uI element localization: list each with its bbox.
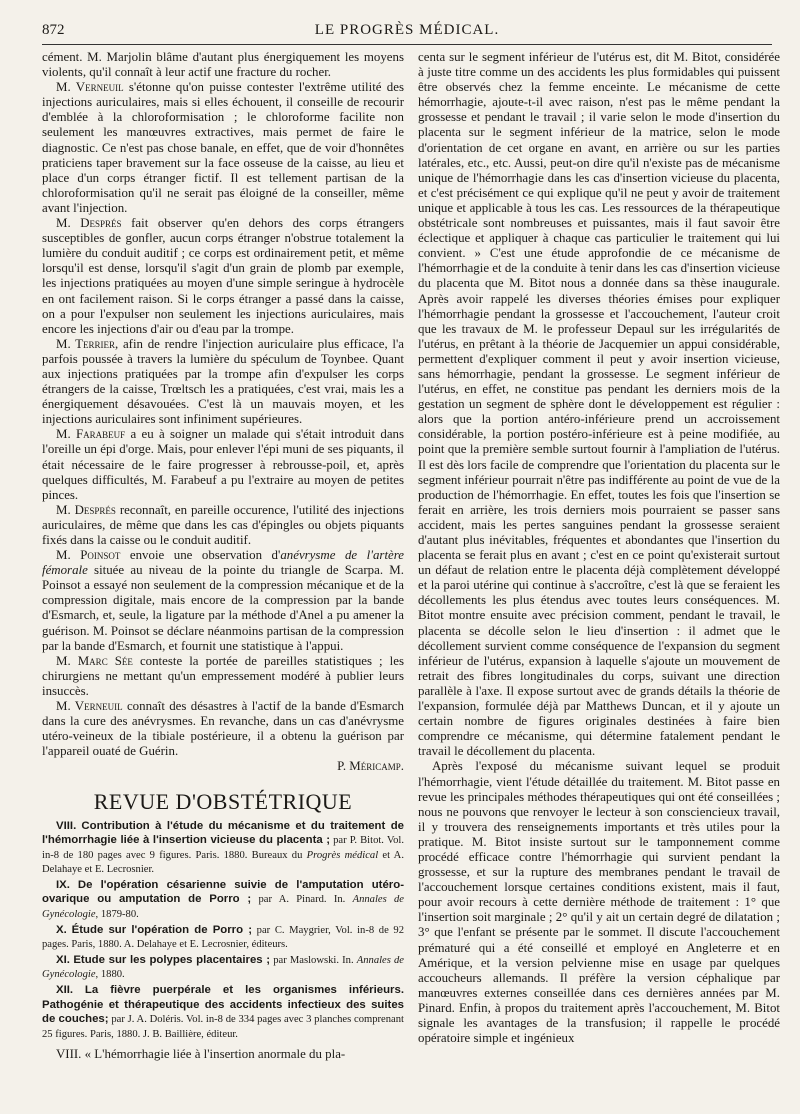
speaker-name: M. Farabeuf (56, 427, 126, 442)
paragraph: M. Poinsot envoie une observation d'anévrysme de l'artère fémorale située au niveau de la pointe du triangle de Scarpa. M. Poinsot a essayé non seulement de la compression mécanique et de la compression digitale, mais encore de la compression par la bande d'Esmarch, et, seule, la ligature par la méthode d'Anel a pu amener la guérison. M. Poinsot se déclare néanmoins partisan de la compression par la bande d'Esmarch, et fournit une statistique à l'appui. (42, 548, 404, 653)
speaker-name: M. Marc Sée (56, 653, 133, 668)
paragraph: VIII. « L'hémorrhagie liée à l'insertion anormale du pla- (56, 1047, 346, 1062)
paragraph: cément. M. Marjolin blâme d'autant plus énergiquement les moyens violents, qu'il connaît à leur actif une fracture du rocher. (42, 50, 404, 80)
paragraph: centa sur le segment inférieur de l'utérus est, dit M. Bitot, considérée à juste titre comme un des accidents les plus formidables qui puissent être observés chez la femme enceinte. Le mécanisme de cette hémorrhagie, ajoute-t-il avec raison, n'est pas le même pendant la grossesse et pendant le travail ; il varie selon le mode d'insertion du placenta sur le segment inférieur de la matrice, selon le mode d'orientation de cet organe en avant, en arrière ou sur les parties latérales, etc., etc. Aussi, peut-on dire qu'il n'existe pas de mécanisme unique de l'hémorrhagie dans les cas d'insertion vicieuse du placenta, et c'est précisément ce qui explique qu'il ne peut y avoir de traitement unique et applicable à tous les cas. Les ressources de la thérapeutique obstétricale sont nombreuses et puissantes, mais il faut savoir être éclectique et appliquer à chaque cas particulier le traitement qui lui convient. » C'est une étude approfondie de ce mécanisme de l'hémorrhagie et de la conduite à tenir dans les cas d'insertion vicieuse du placenta que M. Bitot nous a donnée dans sa thèse inaugurale. Après avoir rappelé les diverses théories émises pour expliquer l'hémorrhagie pendant la grossesse et l'accouchement, l'auteur croit que les travaux de M. le professeur Depaul sur les irrégularités de l'utérus, en prêtant à la théorie de Jacquemier un appui considérable, permettent d'expliquer comment il peut y avoir insertion vicieuse, sans hémorrhagie, pendant la grossesse. Le segment inférieur de l'utérus, en effet, ne constitue pas pendant les derniers mois de la gestation un segment de sphère dont le développement est régulier : alors que la portion antéro-inférieure prend un accroissement considérable, la portion postéro-inférieure est à peine modifiée, au point que la première semble surtout fournir à l'ampliation de l'utérus. Il est dès lors facile de comprendre que l'orientation du placenta sur le segment inférieur pourrait n'être pas indifférente au point de vue de la production de l'hémorrhagie. En effet, toutes les fois que l'insertion se ferait en arrière, les trois derniers mois pourraient se passer sans accident, mais les pertes sanguines pendant la grossesse seraient d'autant plus inévitables, fréquentes et abondantes que l'insertion du placenta se ferait plus en avant ; c'est en ce point qu'existerait surtout un défaut de relation entre le placenta déjà complètement développé et la paroi utérine qui continue à s'accroître, c'est là que se feraient les décollements les plus étendus avec toutes leurs conséquences. M. Bitot montre ensuite avec précision comment, pendant le travail, le placenta se décolle selon le lieu d'insertion : il admet que le décollement survient comme conséquence de l'expansion du segment inférieur de l'utérus, expansion à laquelle s'ajoute un mouvement de retrait des fibres longitudinales du corps, suivant une direction parallèle à l'axe. Il expose surtout avec de grands détails la théorie de l'expansion, formulée déjà par Matthews Duncan, et il y ajoute un certain nombre de figures originales destinées à faire bien comprendre ce mécanisme, qui détermine fatalement pendant le travail le décollement du placenta. (418, 50, 780, 759)
bibliography-entry: XII. La fièvre puerpérale et les organismes inférieurs. Pathogénie et thérapeutique des accidents infectieux des suites de couches; par J. A. Doléris. Vol. in-8 de 334 pages avec 3 planches comprenant 25 figures. Paris, 1880. J. B. Baillière, éditeur. (42, 984, 404, 1040)
bibliography-list (42, 819, 404, 1042)
speaker-name: M. Després (56, 502, 116, 517)
author-signature: P. Méricamp. (337, 759, 404, 774)
bibliography-entry: XI. Etude sur les polypes placentaires ; par Maslowski. In. Annales de Gynécologie, 1880. (42, 953, 404, 981)
paragraph: M. Verneuil s'étonne qu'on puisse contester l'extrême utilité des injections auriculaires, mais si elles échouent, il conseille de recourir d'emblée à la chloroformisation ; le chloroforme facilite non seulement les manœuvres extractives, mais permet de faire le diagnostic. Ce n'est pas chose banale, en effet, que de voir d'honnêtes praticiens taper bravement sur la face osseuse de la caisse, au lieu et place d'un corps étranger fictif. Il est tellement partisan de la chloroformisation qu'il ne serait pas éloigné de la conseiller, même avant l'injection. (42, 80, 404, 215)
paragraph: M. Verneuil connaît des désastres à l'actif de la bande d'Esmarch dans la cure des anévrysmes. En revanche, dans un cas d'anévrysme utéro-veineux de la tibiale postérieure, il a obtenu la guérison par l'appareil ouaté de Guérin. (42, 699, 404, 759)
page-header (42, 20, 772, 45)
paragraph: M. Després fait observer qu'en dehors des corps étrangers susceptibles de gonfler, aucun corps étranger n'obstrue totalement la lumière du conduit auditif ; ce corps est ordinairement petit, et même lorsqu'il est dense, lorsqu'il s'agit d'un grain de plomb par exemple, les injections pratiquées au moyen d'une simple seringue à hydrocèle en ont facilement raison. Si le corps étranger a passé dans la caisse, on a pour l'expulser non seulement les injections auriculaires, mais encore les injections d'air ou d'eau par la trompe. (42, 216, 404, 336)
bibliography-entry: X. Étude sur l'opération de Porro ; par C. Maygrier, Vol. in-8 de 92 pages. Paris, 1880. A. Delahaye et E. Lecrosnier, éditeurs. (42, 923, 404, 951)
paragraph: M. Marc Sée conteste la portée de pareilles statistiques ; les chirurgiens ne mettant qu'un empressement modéré à publier leurs insuccès. (42, 653, 404, 698)
paragraph: Après l'exposé du mécanisme suivant lequel se produit l'hémorrhagie, vient l'étude détaillée du traitement. M. Bitot passe en revue les principales méthodes thérapeutiques qui ont été conseillées ; nous ne pouvons que renvoyer le lecteur à son consciencieux travail, il y trouvera des renseignements importants et très utiles pour la pratique. M. Bitot insiste surtout sur le tamponnement comme procédé efficace contre l'hémorrhagie qui survient pendant la grossesse, et sur la rupture des membranes pendant le travail de l'accouchement lorsque certaines conditions existent, mais il faut, pour avoir recours à cette dernière méthode de traitement : 1° que l'insertion soit marginale ; 2° qu'il y ait un certain degré de dilatation ; 3° que l'enfant se présente par le sommet. Il discute l'accouchement prématuré qui a été conseillé et employé en Angleterre et en Amérique, et la version pelvienne mise en usage par quelques accoucheurs allemands. Il préfère la version céphalique par manœuvres externes conseillée dans ces dernières années par M. Pinard. Enfin, à propos du traitement après l'accouchement, M. Bitot signale les avantages de la transfusion; il rappelle le procédé opératoire simple et ingénieux (418, 759, 780, 1046)
left-column (42, 50, 404, 1100)
bibliography-entry: IX. De l'opération césarienne suivie de l'amputation utéro-ovarique ou amputation de Porro ; par A. Pinard. In. Annales de Gynécologie, 1879-80. (42, 878, 404, 921)
speaker-name: M. Verneuil (56, 80, 124, 95)
speaker-name: M. Terrier (56, 336, 116, 351)
speaker-name: M. Poinsot (56, 548, 121, 563)
bibliography-entry: VIII. Contribution à l'étude du mécanisme et du traitement de l'hémorrhagie liée à l'insertion vicieuse du placenta ; par P. Bitot. Vol. in-8 de 180 pages avec 9 figures. Paris. 1880. Bureaux du Progrès médical et A. Delahaye et E. Lecrosnier. (42, 819, 404, 876)
right-column (418, 50, 780, 1100)
speaker-name: M. Després (56, 216, 122, 231)
section-title: REVUE D'OBSTÉTRIQUE (93, 788, 353, 814)
paragraph: M. Farabeuf a eu à soigner un malade qui s'était introduit dans l'oreille un épi d'orge. Mais, pour enlever l'épi muni de ses piquants, il était nécessaire de le faire progresser à rebrousse-poil, et, après quelques difficultés, M. Farabeuf a pu l'extraire au moyen de petites pinces. (42, 427, 404, 502)
paragraph: M. Terrier, afin de rendre l'injection auriculaire plus efficace, l'a parfois poussée à travers la lumière du spéculum de Toynbee. Quant aux injections pratiquées par la trompe afin d'expulser les corps étrangers de la caisse, Trœltsch les a pratiquées, c'est vrai, mais les a énergiquement désavouées. C'est là un mauvais moyen, et les injections auriculaires sont infiniment supérieures. (42, 336, 404, 427)
page-number: 872 (42, 22, 65, 38)
journal-title: LE PROGRÈS MÉDICAL. (314, 22, 500, 38)
paragraph: M. Després reconnaît, en pareille occurence, l'utilité des injections auriculaires, de même que dans les cas d'épingles ou objets piquants fixés dans la caisse ou le conduit auditif. (42, 502, 404, 547)
speaker-name: M. Verneuil (56, 699, 123, 714)
